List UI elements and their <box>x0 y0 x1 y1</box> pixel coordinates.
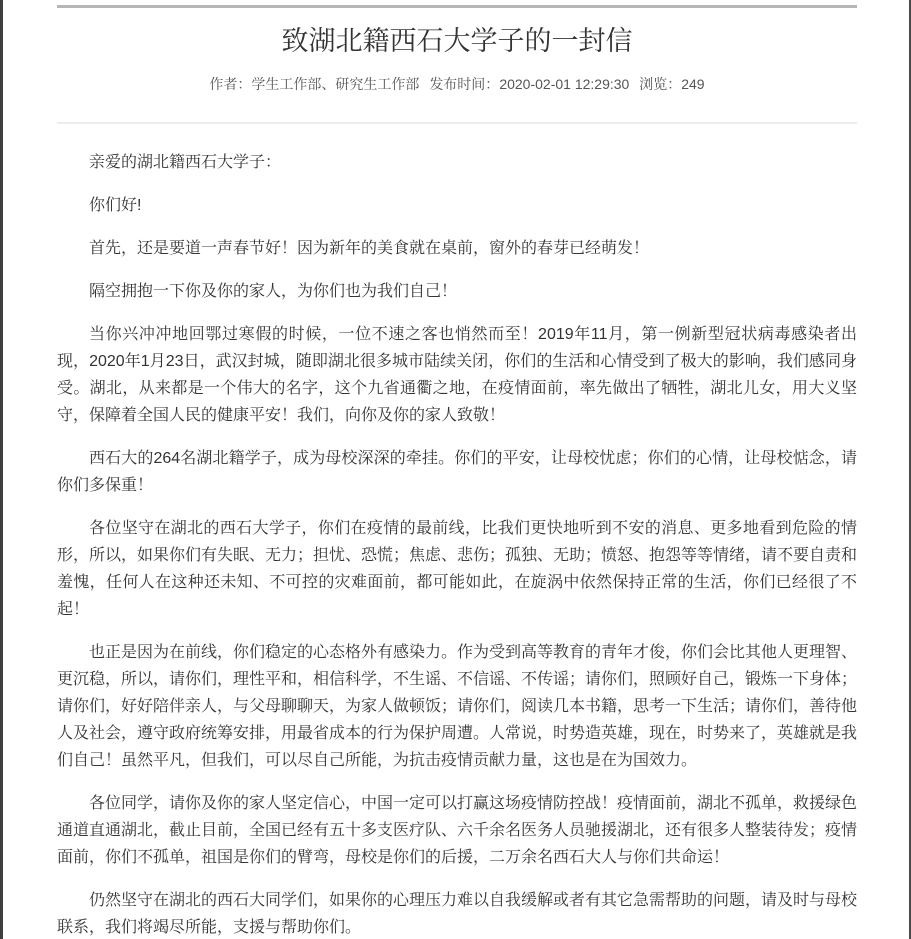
page-left-border <box>0 0 3 939</box>
article-paragraph: 当你兴冲冲地回鄂过寒假的时候，一位不速之客也悄然而至！2019年11月，第一例新型冠状病毒感染者出现，2020年1月23日，武汉封城，随即湖北很多城市陆续关闭，你们的生活和心情受到了极大的影响，我们感同身受。湖北，从来都是一个伟大的名字，这个九省通衢之地，在疫情面前，率先做出了牺牲，湖北儿女，用大义坚守，保障着全国人民的健康平安！我们，向你及你的家人致敬！ <box>57 326 857 424</box>
meta-publish-time-value: 2020-02-01 12:29:30 <box>499 76 630 92</box>
article-paragraph: 西石大的264名湖北籍学子，成为母校深深的牵挂。你们的平安，让母校忧虑；你们的心情，让母校惦念，请你们多保重！ <box>57 450 857 494</box>
meta-author-value: 学生工作部、研究生工作部 <box>251 76 420 92</box>
article-paragraph: 你们好! <box>89 197 142 214</box>
article-paragraph: 各位同学，请你及你的家人坚定信心，中国一定可以打赢这场疫情防控战！疫情面前，湖北不孤单，救援绿色通道直通湖北，截止目前，全国已经有五十多支医疗队、六千余名医务人员驰援湖北，还有很多人整装待发；疫情面前，你们不孤单，祖国是你们的臂弯，母校是你们的后援，二万余名西石大人与你们共命运！ <box>57 795 858 866</box>
article-paragraph: 首先，还是要道一声春节好！因为新年的美食就在桌前，窗外的春芽已经萌发！ <box>89 240 650 257</box>
article-paragraph: 隔空拥抱一下你及你的家人，为你们也为我们自己！ <box>89 283 458 300</box>
article-body <box>57 124 857 939</box>
article-paragraph: 仍然坚守在湖北的西石大同学们，如果你的心理压力难以自我缓解或者有其它急需帮助的问题，请及时与母校联系，我们将竭尽所能，支援与帮助你们。 <box>57 892 858 936</box>
article-paragraph: 也正是因为在前线，你们稳定的心态格外有感染力。作为受到高等教育的青年才俊，你们会比其他人更理智、更沉稳，所以，请你们，理性平和，相信科学，不生谣、不信谣、不传谣；请你们，照顾好自己，锻炼一下身体；请你们，好好陪伴亲人，与父母聊聊天，为家人做顿饭；请你们，阅读几本书籍，思考一下生活；请你们，善待他人及社会，遵守政府统筹安排，用最省成本的行为保护周遭。人常说，时势造英雄，现在，时势来了，英雄就是我们自己！虽然平凡，但我们，可以尽自己所能，为抗击疫情贡献力量，这也是在为国效力。 <box>57 644 858 769</box>
meta-author-label: 作者： <box>209 76 252 92</box>
meta-views-value: 249 <box>681 76 705 92</box>
page-title: 致湖北籍西石大学子的一封信 <box>281 26 633 56</box>
meta-views-label: 浏览： <box>639 76 682 92</box>
meta-publish-time-label: 发布时间： <box>429 76 500 92</box>
article-meta <box>57 74 857 94</box>
article-paragraph: 各位坚守在湖北的西石大学子，你们在疫情的最前线，比我们更快地听到不安的消息、更多地看到危险的情形，所以，如果你们有失眠、无力；担忧、恐慌；焦虑、悲伤；孤独、无助；愤怒、抱怨等等情绪，请不要自责和羞愧，任何人在这种还未知、不可控的灾难面前，都可能如此，在旋涡中依然保持正常的生活，你们已经很了不起！ <box>57 520 858 618</box>
article-paragraph: 亲爱的湖北籍西石大学子： <box>89 154 282 171</box>
article-container <box>57 5 857 939</box>
